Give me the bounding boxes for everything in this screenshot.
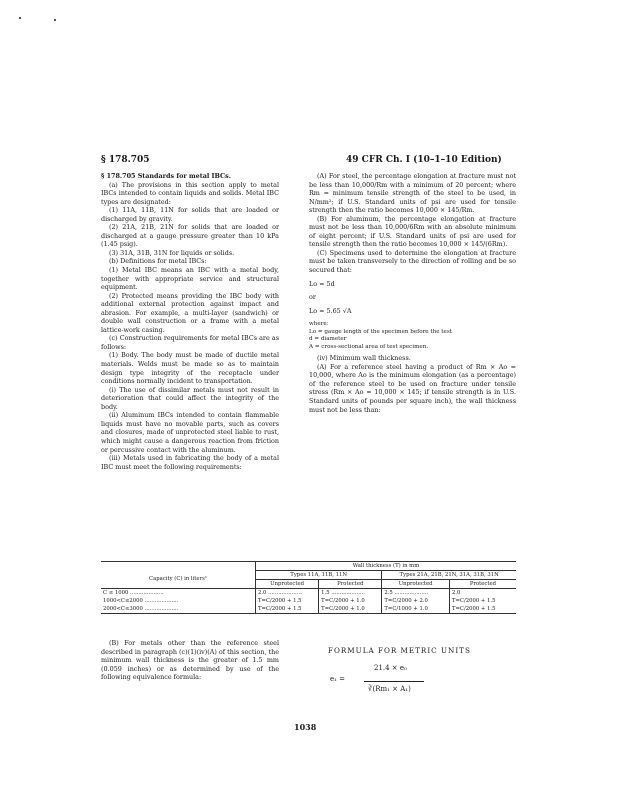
running-title: 49 CFR Ch. I (10–1–10 Edition) [346, 155, 502, 165]
value-cell: T=C/2000 + 1.0 [319, 597, 382, 605]
capacity-header: Capacity (C) in liters¹ [101, 571, 256, 589]
fraction-bar [364, 681, 424, 682]
paragraph: (B) For metals other than the reference steel described in paragraph (c)(1)(iv)(A) of this section, the minimum wall thickness is the greater of 1.5 mm (0.059 inches) or as determined by use of the following equivalence formula: [101, 639, 279, 682]
table-row [101, 589, 516, 598]
left-column [101, 172, 279, 471]
value-cell: T=C/2000 + 1.5 [449, 605, 516, 614]
paragraph: (2) 21A, 21B, 21N for solids that are loaded or discharged at a gauge pressure greater than 10 kPa (1.45 psig). [101, 223, 279, 249]
value-cell: T=C/2000 + 1.5 [449, 597, 516, 605]
paragraph: (i) The use of dissimilar metals must not result in deterioration that could affect the integrity of the body. [101, 385, 279, 411]
table-group-header: Wall thickness (T) in mm [256, 562, 517, 571]
definition-item: Lo = gauge length of the specimen before the test [309, 328, 452, 335]
or-text: or [309, 293, 316, 302]
formula-gauge-length-2: Lo = 5.65 √A [309, 306, 352, 315]
definition-item: d = diameter [309, 336, 347, 343]
value-cell: T=C/2000 + 2.0 [382, 597, 450, 605]
table-row [101, 597, 516, 605]
value-cell: 2.0 [449, 589, 516, 598]
paragraph: (b) Definitions for metal IBCs: [109, 257, 207, 266]
type-group-1-header: Types 11A, 11B, 11N [256, 571, 382, 580]
formula-gauge-length-1: Lo = 5d [309, 279, 335, 288]
section-reference: § 178.705 [101, 155, 150, 165]
capacity-cell: 2000<C≤3000 .................... [103, 606, 179, 612]
formula-numerator: 21.4 × e₀ [374, 664, 407, 672]
sub-header: Protected [319, 580, 382, 589]
bottom-left-column [101, 639, 279, 682]
paragraph: (iii) Metals used in fabricating the body of a metal IBC must meet the following requirements: [101, 454, 279, 471]
paragraph: (A) For steel, the percentage elongation at fracture must not be less than 10,000/Rm with a minimum of 20 percent; where Rm = minimum tensile strength of the steel to be used, in N/mm²; if U.S. Standard units of psi are used for tensile strength then the ratio becomes 10,000 × 145/Rm. [309, 172, 516, 215]
value-cell: T=C/2000 + 1.0 [319, 605, 382, 614]
value-cell: 2.5 .................... [382, 589, 450, 598]
definition-item: A = cross-sectional area of test specimen. [309, 343, 429, 350]
sub-header: Protected [449, 580, 516, 589]
where-text: where: [309, 321, 329, 328]
section-heading: § 178.705 Standards for metal IBCs. [101, 172, 231, 180]
paragraph: (iv) Minimum wall thickness. [317, 354, 411, 363]
formula-denominator: ∛(Rm₁ × A₁) [368, 685, 411, 693]
paragraph: (1) 11A, 11B, 11N for solids that are loaded or discharged by gravity. [101, 206, 279, 223]
paragraph: (2) Protected means providing the IBC body with additional external protection against impact and abrasion. For example, a multi-layer (sandwich) or double wall construction or a frame with a metal lattice-work casing. [101, 291, 279, 334]
paragraph: (ii) Aluminum IBCs intended to contain flammable liquids must have no movable parts, such as covers and closures, made of unprotected steel liable to rust, which might cause a dangerous reaction from friction or percussive contact with the aluminum. [101, 411, 279, 454]
paragraph: (B) For aluminum, the percentage elongation at fracture must not be less than 10,000/6Rm with an absolute minimum of eight percent; if U.S. Standard units of psi are used for tensile strength then the ratio becomes 10,000 × 145/(6Rm). [309, 214, 516, 249]
scan-speck [19, 17, 21, 19]
equivalence-formula [330, 662, 470, 698]
page-number: 1038 [294, 722, 317, 732]
type-group-2-header: Types 21A, 21B, 21N, 31A, 31B, 31N [382, 571, 516, 580]
value-cell: T=C/2000 + 1.5 [256, 605, 319, 614]
capacity-cell: 1000<C≤2000 .................... [103, 598, 179, 604]
table-spacer [101, 562, 256, 571]
formula-heading: FORMULA FOR METRIC UNITS [328, 646, 471, 655]
scan-speck [54, 19, 56, 21]
sub-header: Unprotected [256, 580, 319, 589]
paragraph: (a) The provisions in this section apply to metal IBCs intended to contain liquids and solids. Metal IBC types are designated: [101, 180, 279, 206]
wall-thickness-table [101, 561, 516, 614]
paragraph: (1) Body. The body must be made of ductile metal materials. Welds must be made so as to maintain design type integrity of the receptacle under conditions normally incident to transportation. [101, 351, 279, 386]
value-cell: 2.0 .................... [256, 589, 319, 598]
right-column [309, 172, 516, 414]
value-cell: 1.5 .................... [319, 589, 382, 598]
paragraph: (c) Construction requirements for metal IBCs are as follows: [101, 334, 279, 351]
formula-lhs: e₁ = [330, 675, 346, 683]
sub-header: Unprotected [382, 580, 450, 589]
paragraph: (3) 31A, 31B, 31N for liquids or solids. [109, 248, 235, 257]
table-row [101, 605, 516, 614]
value-cell: T=C/2000 + 1.5 [256, 597, 319, 605]
capacity-cell: C ≤ 1000 .................... [103, 590, 164, 596]
paragraph: (A) For a reference steel having a product of Rm × Ao = 10,000, where Ao is the minimum elongation (as a percentage) of the reference steel to be used on fracture under tensile stress (Rm × Ao = 10,000 × 145; if tensile strength is in U.S. Standard units of pounds per square inch), the wall thickness must not be less than: [309, 362, 516, 414]
value-cell: T=C/1000 + 1.0 [382, 605, 450, 614]
paragraph: (C) Specimens used to determine the elongation at fracture must be taken transversely to the direction of rolling and be so secured that: [309, 248, 516, 275]
paragraph: (1) Metal IBC means an IBC with a metal body, together with appropriate service and structural equipment. [101, 266, 279, 292]
